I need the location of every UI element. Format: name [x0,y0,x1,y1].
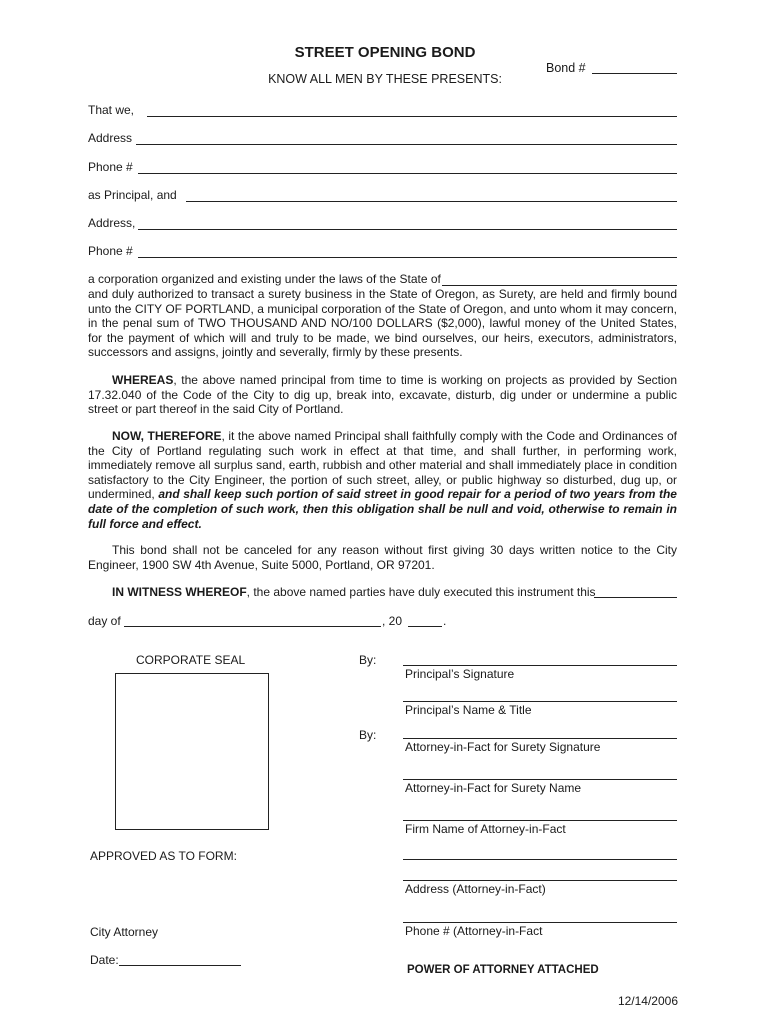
witness-day-field[interactable] [594,597,677,598]
document-subtitle: KNOW ALL MEN BY THESE PRESENTS: [268,72,502,86]
corporation-state-label: a corporation organized and existing under the laws of the State of [88,272,441,286]
attorney-address-field[interactable] [403,880,677,881]
approved-as-to-form-label: APPROVED AS TO FORM: [90,849,237,863]
city-attorney-label: City Attorney [90,925,159,939]
principal-phone-field[interactable] [138,173,677,174]
attorney-phone-field[interactable] [403,922,677,923]
attorney-signature-field[interactable] [403,738,677,739]
corporation-state-field[interactable] [442,285,677,286]
surety-phone-field[interactable] [138,257,677,258]
principal-signature-label: Principal’s Signature [405,667,515,681]
surety-address-field[interactable] [138,229,677,230]
surety-phone-label: Phone # [88,244,133,258]
principal-phone-label: Phone # [88,160,133,174]
corporation-text: and duly authorized to transact a surety business in the State of Oregon, as Surety, are held and firmly bound unto the CITY OF PORTLAND, a municipal corporation of the State of Oregon, and unto whom it may concern, in the penal sum of TWO THOUSAND AND NO/100 DOLLARS ($2,000), lawful money of the United States, for the payment of which will and truly to be made, we bind ourselves, our heirs, executors, administrators, successors and assigns, jointly and severally, firmly by these presents. [88,287,677,360]
that-we-field[interactable] [147,116,677,117]
attorney-phone-label: Phone # (Attorney-in-Fact [405,924,543,938]
date-field[interactable] [119,965,241,966]
now-therefore-paragraph [88,429,677,531]
whereas-heading: WHEREAS [112,373,174,387]
witness-line [112,585,596,599]
year-prefix: , 20 [382,614,403,628]
day-of-label: day of [88,614,121,628]
by-label-principal: By: [359,653,377,667]
attorney-name-field[interactable] [403,779,677,780]
that-we-label: That we, [88,103,135,117]
cancel-paragraph [88,543,677,572]
corporation-paragraph [88,287,677,360]
whereas-paragraph [88,373,677,417]
revision-date: 12/14/2006 [617,994,678,1008]
principal-address-label: Address [88,131,133,145]
bond-number-label: Bond # [546,61,586,75]
now-therefore-text: , it the above named Principal shall faithfully comply with the Code and Ordinances of the City of Portland regulating such work in effect at that time, and shall further, in performing work, immediately remove all surplus sand, earth, rubbish and other material and shall immediately place in condition satisfactory to the City Engineer, the portion of such street, alley, or public highway so disturbed, dug up, or undermined, [88,429,677,502]
approval-field[interactable] [403,859,677,860]
witness-heading: IN WITNESS WHEREOF [112,585,247,599]
power-of-attorney-note: POWER OF ATTORNEY ATTACHED [407,964,599,976]
surety-field[interactable] [186,201,677,202]
corporate-seal-box [115,673,269,830]
corporate-seal-label: CORPORATE SEAL [136,653,246,667]
principal-name-title-field[interactable] [403,701,677,702]
principal-signature-field[interactable] [403,665,677,666]
attorney-name-label: Attorney-in-Fact for Surety Name [405,781,582,795]
by-label-surety: By: [359,728,377,742]
year-suffix: . [443,614,447,628]
now-therefore-heading: NOW, THEREFORE [112,429,222,443]
surety-label: as Principal, and [88,188,177,202]
cancel-text: This bond shall not be canceled for any reason without first giving 30 days written notice to the City Engineer, 1900 SW 4th Avenue, Suite 5000, Portland, OR 97201. [88,543,677,572]
date-label: Date: [90,953,119,967]
principal-address-field[interactable] [136,144,677,145]
whereas-text: , the above named principal from time to time is working on projects as provided by Section 17.32.040 of the Code of the City to dig up, break into, excavate, disturb, dig under or undermine a public street or part thereof in the said City of Portland. [88,373,677,417]
firm-name-field[interactable] [403,820,677,821]
now-therefore-emphasis: and shall keep such portion of said street in good repair for a period of two years from the date of the completion of such work, then this obligation shall be null and void, otherwise to remain in full force and effect. [88,487,677,531]
document-title: STREET OPENING BOND [294,44,476,61]
surety-address-label: Address, [88,216,136,230]
attorney-address-label: Address (Attorney-in-Fact) [405,882,546,896]
witness-text: , the above named parties have duly executed this instrument this [246,585,596,599]
day-of-field[interactable] [124,626,381,627]
firm-name-label: Firm Name of Attorney-in-Fact [405,822,566,836]
year-field[interactable] [408,626,442,627]
principal-name-title-label: Principal’s Name & Title [405,703,532,717]
attorney-signature-label: Attorney-in-Fact for Surety Signature [405,740,601,754]
